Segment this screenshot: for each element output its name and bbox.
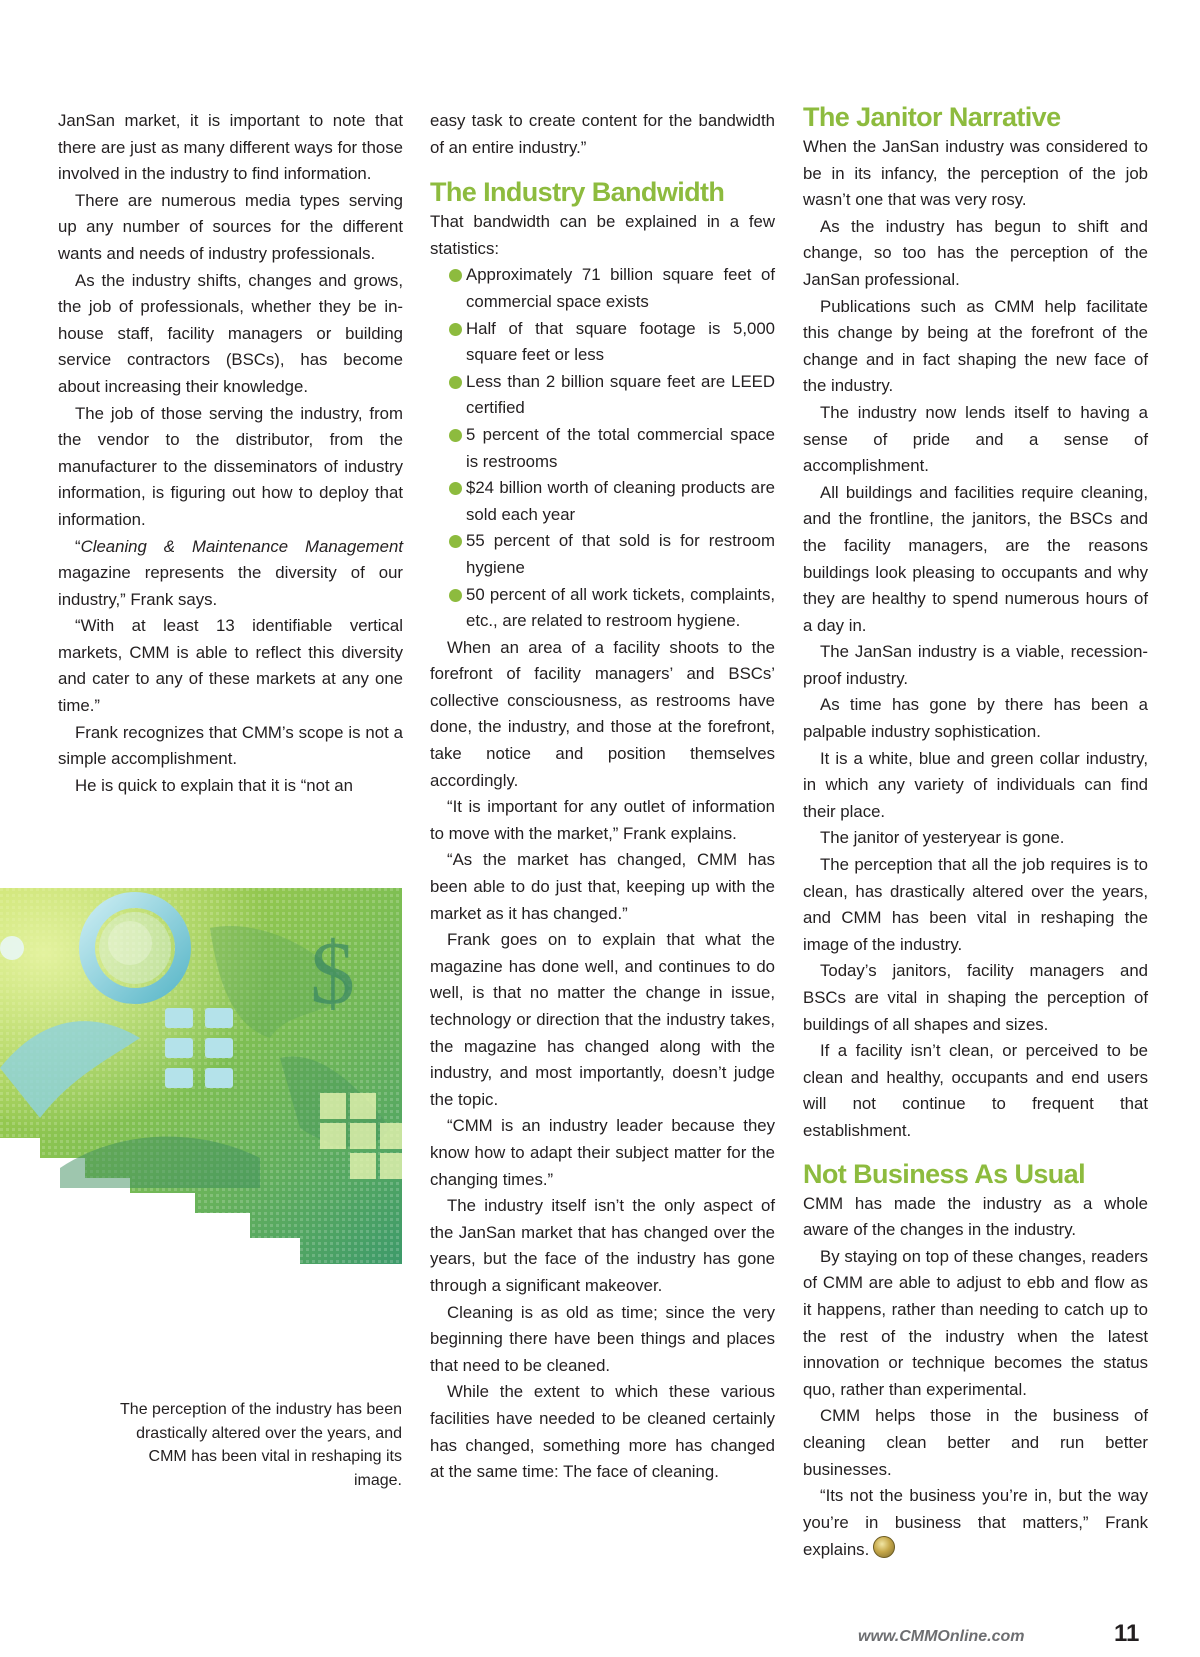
list-item (449, 316, 775, 369)
quote-open: “ (75, 536, 81, 556)
list-item (449, 422, 775, 475)
closing-text: “Its not the business you’re in, but the way you’re in business that matters,” Frank explains. (803, 1486, 1148, 1560)
body-paragraph: When an area of a facility shoots to the forefront of facility managers’ and BSCs’ collective consciousness, as restrooms have done, the industry, and those at the forefront, take notice and position themselves accordingly. (430, 637, 775, 790)
bullet-dot-icon (449, 376, 462, 389)
body-paragraph: Publications such as CMM help facilitate this change by being at the forefront of the change and in fact shaping the new face of the industry. (803, 296, 1148, 396)
footer-url: www.CMMOnline.com (858, 1628, 1025, 1645)
body-paragraph: Frank recognizes that CMM’s scope is not a simple accomplishment. (58, 722, 403, 769)
body-paragraph: The industry itself isn’t the only aspect of the JanSan market that has changed over the years, but the face of the industry has gone through a significant makeover. (430, 1196, 775, 1295)
body-paragraph: If a facility isn’t clean, or perceived to be clean and healthy, occupants and end users will not continue to frequent that establishment. (803, 1041, 1148, 1140)
body-paragraph: easy task to create content for the bandwidth of an entire industry.” (430, 111, 775, 157)
body-paragraph: Today’s janitors, facility managers and BSCs are vital in shaping the perception of buildings of all shapes and sizes. (803, 961, 1148, 1034)
body-paragraph: The job of those serving the industry, from the vendor to the distributor, from the manufacturer to the disseminators of industry information, is figuring out how to deploy that information. (58, 403, 403, 529)
list-item (449, 262, 775, 315)
bullet-dot-icon (449, 589, 462, 602)
list-item-text: $24 billion worth of cleaning products are sold each year (466, 478, 775, 524)
body-paragraph: JanSan market, it is important to note that there are just as many different ways for those involved in the industry to find information. (58, 111, 403, 184)
body-paragraph: By staying on top of these changes, readers of CMM are able to adjust to ebb and flow as it happens, rather than needing to catch up to the rest of the industry when the latest innovation or technique becomes the status quo, rather than experimental. (803, 1246, 1148, 1399)
list-item (449, 369, 775, 422)
bullet-dot-icon (449, 429, 462, 442)
list-item-text: Less than 2 billion square feet are LEED certified (466, 371, 775, 418)
body-paragraph: He is quick to explain that it is “not an (75, 775, 353, 795)
magazine-title: Cleaning & Maintenance Management (80, 536, 403, 556)
body-paragraph: CMM has made the industry as a whole aware of the changes in the industry. (803, 1193, 1148, 1240)
list-item (449, 528, 775, 581)
end-mark-icon (873, 1536, 895, 1558)
body-paragraph: “As the market has changed, CMM has been able to do just that, keeping up with the market as it has changed.” (430, 850, 775, 923)
body-paragraph: CMM helps those in the business of cleaning clean better and run better businesses. (803, 1406, 1148, 1479)
body-paragraph: It is a white, blue and green collar industry, in which any variety of individuals can find their place. (803, 748, 1148, 821)
figure-caption: The perception of the industry has been drastically altered over the years, and CMM has been vital in reshaping its image. (120, 1401, 402, 1489)
statistics-list (430, 262, 775, 634)
column-1 (58, 108, 403, 799)
bullet-dot-icon (449, 482, 462, 495)
page-number: 11 (1114, 1620, 1140, 1647)
body-paragraph: That bandwidth can be explained in a few statistics: (430, 212, 775, 258)
body-paragraph: When the JanSan industry was considered to be in its infancy, the perception of the job wasn’t one that was very rosy. (803, 137, 1148, 210)
bullet-dot-icon (449, 535, 462, 548)
list-item-text: 55 percent of that sold is for restroom hygiene (466, 531, 775, 577)
list-item-text: Half of that square footage is 5,000 square feet or less (466, 318, 775, 365)
body-paragraph: Cleaning is as old as time; since the very beginning there have been things and places that need to be cleaned. (430, 1302, 775, 1375)
svg-text:$: $ (310, 924, 355, 1023)
body-paragraph: All buildings and facilities require cleaning, and the frontline, the janitors, the BSCs and the facility managers, are the reasons buildings look pleasing to occupants and why they are healthy to spend numerous hours of a day in. (803, 482, 1148, 635)
section-heading-janitor-narrative: The Janitor Narrative (803, 102, 1061, 132)
bullet-dot-icon (449, 269, 462, 282)
body-paragraph: The JanSan industry is a viable, recession-proof industry. (803, 642, 1148, 688)
body-paragraph: The industry now lends itself to having a sense of pride and a sense of accomplishment. (803, 402, 1148, 476)
section-heading-industry-bandwidth: The Industry Bandwidth (430, 177, 725, 208)
closing-paragraph (803, 1483, 1148, 1564)
list-item (449, 475, 775, 528)
bullet-dot-icon (449, 323, 462, 336)
body-paragraph: “It is important for any outlet of information to move with the market,” Frank explains. (430, 797, 775, 843)
column-3 (803, 102, 1148, 1564)
section-heading-not-business-as-usual: Not Business As Usual (803, 1158, 1085, 1189)
quote-rest: magazine represents the diversity of our industry,” Frank says. (58, 563, 403, 609)
body-paragraph-quote (58, 534, 403, 614)
list-item-text: 50 percent of all work tickets, complaints, etc., are related to restroom hygiene. (466, 584, 775, 631)
body-paragraph: The janitor of yesteryear is gone. (820, 828, 1065, 848)
body-paragraph: As the industry shifts, changes and grows, the job of professionals, whether they be in-house staff, facility managers or building service contractors (BSCs), has become about increasing their knowledge. (58, 270, 403, 396)
column-2 (430, 108, 775, 1486)
body-paragraph: “With at least 13 identifiable vertical markets, CMM is able to reflect this diversity and cater to any of these markets at any one time.” (58, 616, 403, 716)
list-item (449, 582, 775, 635)
body-paragraph: While the extent to which these various facilities have needed to be cleaned certainly has changed, something more has changed at the same time: The face of cleaning. (430, 1382, 775, 1482)
list-item-text: 5 percent of the total commercial space is restrooms (466, 424, 775, 471)
body-paragraph: There are numerous media types serving up any number of sources for the different wants and needs of industry professionals. (58, 190, 403, 263)
body-paragraph: As time has gone by there has been a palpable industry sophistication. (803, 695, 1148, 742)
body-paragraph: “CMM is an industry leader because they know how to adapt their subject matter for the changing times.” (430, 1116, 775, 1189)
article-illustration (0, 888, 402, 1264)
body-paragraph: The perception that all the job requires is to clean, has drastically altered over the years, and CMM has been vital in reshaping the image of the industry. (803, 855, 1148, 954)
list-item-text: Approximately 71 billion square feet of commercial space exists (466, 265, 775, 311)
body-paragraph: As the industry has begun to shift and change, so too has the perception of the JanSan professional. (803, 216, 1148, 289)
body-paragraph: Frank goes on to explain that what the magazine has done well, and continues to do well, is that no matter the change in issue, technology or direction that the industry takes, the magazine has changed along with the industry, and most importantly, doesn’t judge the topic. (430, 930, 775, 1109)
